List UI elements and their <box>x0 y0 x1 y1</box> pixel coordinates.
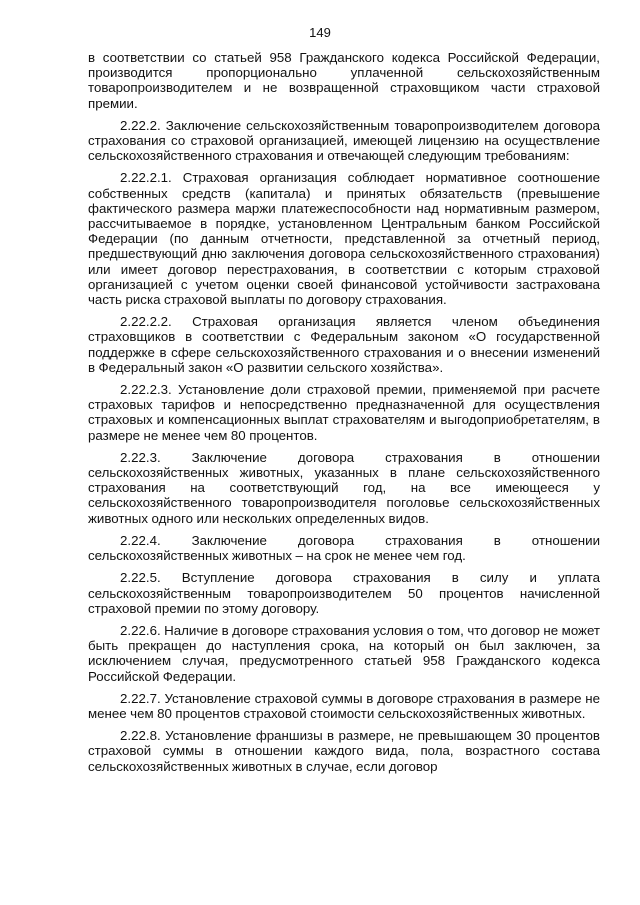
paragraph-2-22-2: 2.22.2. Заключение сельскохозяйственным товаропроизводителем договора страхования со страховой организацией, имеющей лицензию на осуществление сельскохозяйственного страхования и отвечающей следующим требованиям: <box>88 117 600 164</box>
paragraph-2-22-6: 2.22.6. Наличие в договоре страхования условия о том, что договор не может быть прекращен до наступления срока, на который он был заключен, за исключением случая, предусмотренного статьей 958 Гражданского кодекса Российской Федерации. <box>88 622 600 684</box>
paragraph-2-22-5: 2.22.5. Вступление договора страхования в силу и уплата сельскохозяйственным товаропроизводителем 50 процентов начисленной страховой премии по этому договору. <box>88 570 600 616</box>
paragraph-2-22-4: 2.22.4. Заключение договора страхования в отношении сельскохозяйственных животных – на срок не менее чем год. <box>88 532 600 564</box>
paragraph-continuation: в соответствии со статьей 958 Гражданского кодекса Российской Федерации, производится пропорционально уплаченной сельскохозяйственным товаропроизводителем и не возвращенной страховщиком части страховой премии. <box>88 50 600 111</box>
paragraph-2-22-3: 2.22.3. Заключение договора страхования в отношении сельскохозяйственных животных, указанных в плане сельскохозяйственного страхования на соответствующий год, на все имеющееся у сельскохозяйственного товаропроизводителя поголовье сельскохозяйственных животных одного или нескольких определенных видов. <box>88 449 600 526</box>
paragraph-2-22-2-1: 2.22.2.1. Страховая организация соблюдает нормативное соотношение собственных средств (капитала) и принятых обязательств (превышение фактического размера маржи платежеспособности над нормативным размером, рассчитываемое в порядке, установленном Центральным банком Российской Федерации (по данным отчетности, представленной за отчетный период, предшествующий дню заключения договора сельскохозяйственного страхования) или имеет договор перестрахования, в соответствии с которым страховой организацией с учетом оценки своей финансовой устойчивости застрахована часть риска страховой выплаты по договору страхования. <box>88 170 600 308</box>
paragraph-2-22-8: 2.22.8. Установление франшизы в размере, не превышающем 30 процентов страховой суммы в отношении каждого вида, пола, возрастного состава сельскохозяйственных животных в случае, если договор <box>88 728 600 774</box>
paragraph-2-22-2-2: 2.22.2.2. Страховая организация является членом объединения страховщиков в соответствии с Федеральным законом «О государственной поддержке в сфере сельскохозяйственного страхования и о внесении изменений в Федеральный закон «О развитии сельского хозяйства». <box>88 314 600 375</box>
page-number: 149 <box>309 25 331 40</box>
paragraph-2-22-7: 2.22.7. Установление страховой суммы в договоре страхования в размере не менее чем 80 процентов страховой стоимости сельскохозяйственных животных. <box>88 690 600 721</box>
document-body <box>88 50 600 781</box>
paragraph-2-22-2-3: 2.22.2.3. Установление доли страховой премии, применяемой при расчете страховых тарифов и непосредственно предназначенной для осуществления страховых и компенсационных выплат страхователям и выгодоприобретателям, в размере не менее чем 80 процентов. <box>88 382 600 443</box>
